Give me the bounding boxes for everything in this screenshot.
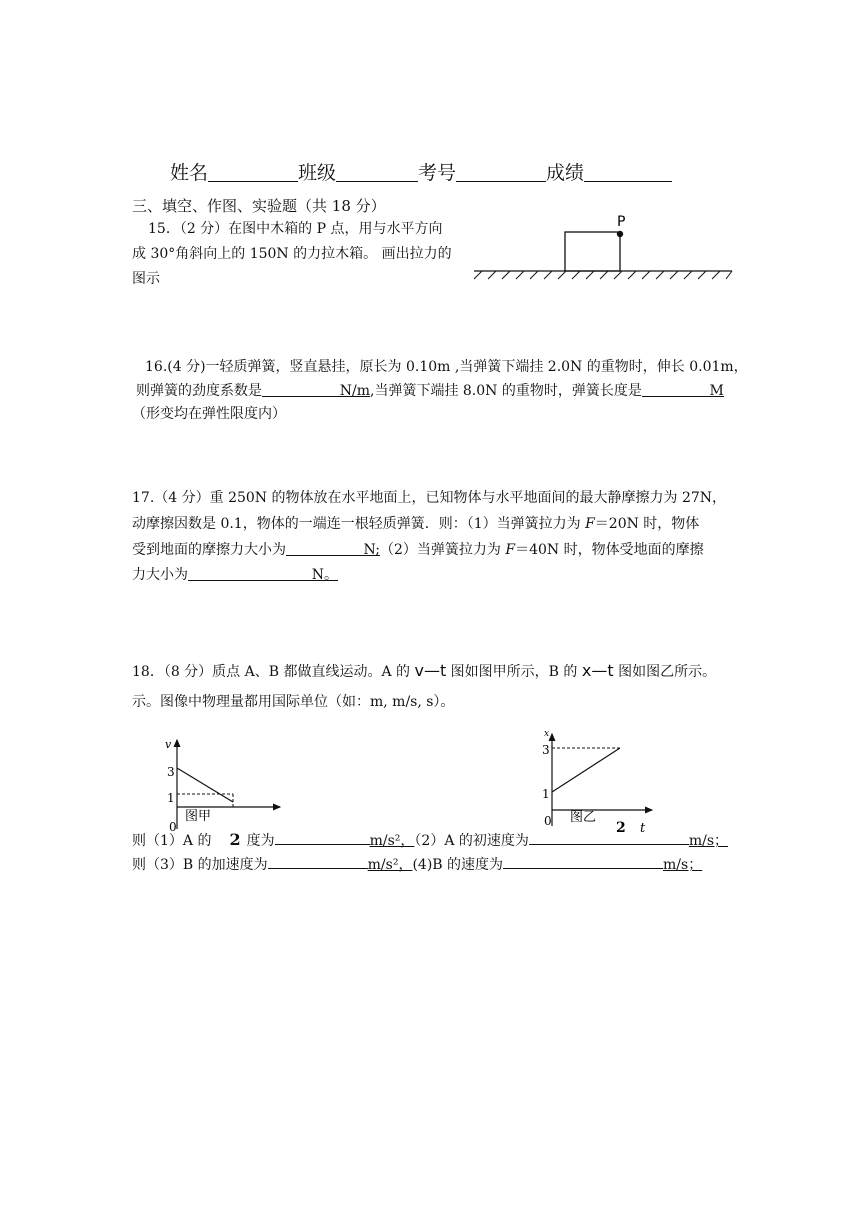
graph-yi [528, 726, 658, 834]
q17-line1: 17.（4 分）重 250N 的物体放在水平地面上，已知物体与水平地面间的最大静摩擦力为 27N， [132, 490, 727, 506]
graph-yi-tick-2: 2 [616, 820, 626, 834]
graph-jia-tick-2: 2 [229, 830, 241, 849]
q18-ans-text-d: 则（3）B 的加速度为 [132, 857, 268, 873]
q17-force-symbol-2: F [505, 542, 516, 558]
q15-line1: 15．（2 分）在图中木箱的 P 点，用与水平方向 [148, 221, 443, 237]
graph-yi-tick-3: 3 [542, 743, 550, 757]
ground-hatching [474, 271, 732, 279]
q18-text-b: 图如图甲所示，B 的 [446, 664, 582, 680]
q16-line1: 16.(4 分)一轻质弹簧，竖直悬挂，原长为 0.10m ,当弹簧下端挂 2.0N 的重物时，伸长 0.01m， [145, 359, 748, 375]
graph-jia-tick-3: 3 [167, 765, 175, 779]
friction1-blank[interactable] [286, 537, 380, 556]
q17-text-c: 受到地面的摩擦力大小为 [132, 542, 286, 558]
q18-ans-unit1: m/s²， [369, 833, 415, 849]
graph-yi-x-label: t [640, 821, 646, 834]
b-acceleration-blank[interactable] [268, 850, 368, 869]
score-blank[interactable] [584, 161, 672, 182]
q18-text-a: 18．（8 分）质点 A、B 都做直线运动。A 的 [132, 664, 415, 680]
class-label: 班级 [298, 162, 337, 184]
q18-ans-unit3: m/s²， [367, 857, 413, 873]
q17-text-e: ＝40N 时，物体受地面的摩擦 [515, 542, 704, 558]
a-acceleration-blank[interactable] [275, 826, 370, 845]
graph-yi-tick-1: 1 [542, 787, 550, 801]
friction2-blank[interactable] [188, 562, 338, 581]
graph-jia-line [177, 768, 233, 802]
q18-ans-text-c: （2）A 的初速度为 [414, 833, 529, 849]
graph-jia [160, 732, 285, 832]
q17-line3 [132, 537, 704, 563]
q17-line2 [132, 511, 699, 537]
score-label: 成绩 [546, 162, 585, 184]
spring-length-blank[interactable] [642, 378, 724, 397]
section-title: 三、填空、作图、实验题（共 18 分） [132, 197, 386, 215]
a-initial-velocity-blank[interactable] [529, 826, 689, 845]
q16-text-b: ,当弹簧下端挂 8.0N 的重物时，弹簧长度是 [370, 383, 642, 399]
q17-text-a: 动摩擦因数是 0.1，物体的一端连一根轻质弹簧．则：（1）当弹簧拉力为 [132, 516, 586, 532]
graph-yi-origin: 0 [544, 814, 552, 828]
q16-line3: （形变均在弹性限度内） [132, 406, 286, 422]
graph-yi-y-label: x [544, 729, 550, 739]
class-blank[interactable] [336, 161, 418, 182]
q18-line1 [132, 658, 716, 685]
student-info-header [170, 158, 672, 185]
wooden-crate [565, 232, 620, 271]
q17-line4 [132, 562, 338, 588]
q16-text-a: 则弹簧的劲度系数是 [136, 383, 262, 399]
q17-force-symbol: F [585, 516, 595, 532]
q16-unit2: M [709, 383, 724, 399]
point-p-dot [617, 231, 623, 237]
q18-text-c: 图如图乙所示。 [613, 664, 717, 680]
q18-ans-text-b: 度为 [246, 833, 275, 849]
q18-vt-symbol: v—t [414, 661, 447, 680]
graph-yi-line [552, 748, 620, 792]
crate-figure [470, 210, 734, 286]
q18-line2: 示。图像中物理量都用国际单位（如：m, m/s, s）。 [132, 694, 455, 710]
q16-unit1: N/m [339, 383, 370, 399]
graph-yi-caption: 图乙 [570, 810, 597, 825]
spring-constant-blank[interactable] [262, 378, 370, 397]
q17-unit2: N。 [311, 567, 338, 583]
graph-jia-origin: 0 [169, 820, 177, 832]
q17-unit1: N; [363, 542, 380, 558]
graph-jia-tick-1: 1 [167, 791, 175, 805]
q17-text-d: （2）当弹簧拉力为 [380, 542, 506, 558]
b-velocity-blank[interactable] [503, 850, 663, 869]
name-blank[interactable] [208, 161, 298, 182]
q18-xt-symbol: x—t [581, 661, 614, 680]
point-p-label: P [617, 214, 626, 230]
q18-ans-unit2: m/s； [688, 833, 729, 849]
graph-jia-caption: 图甲 [185, 809, 212, 824]
graph-jia-y-label: v [165, 738, 172, 751]
q15-line2: 成 30°角斜向上的 150N 的力拉木箱。 画出拉力的 [132, 246, 452, 262]
q18-answer-line2 [132, 850, 702, 878]
q18-ans-unit4: m/s； [663, 857, 703, 873]
q17-text-f: 力大小为 [132, 567, 188, 583]
number-label: 考号 [418, 162, 457, 184]
q18-ans-text-e: (4)B 的速度为 [412, 857, 504, 873]
q17-text-b: ＝20N 时，物体 [594, 516, 700, 532]
q18-ans-text-a: 则（1）A 的 [132, 833, 212, 849]
number-blank[interactable] [456, 161, 546, 182]
name-label: 姓名 [170, 162, 209, 184]
q15-line3: 图示 [132, 271, 160, 287]
